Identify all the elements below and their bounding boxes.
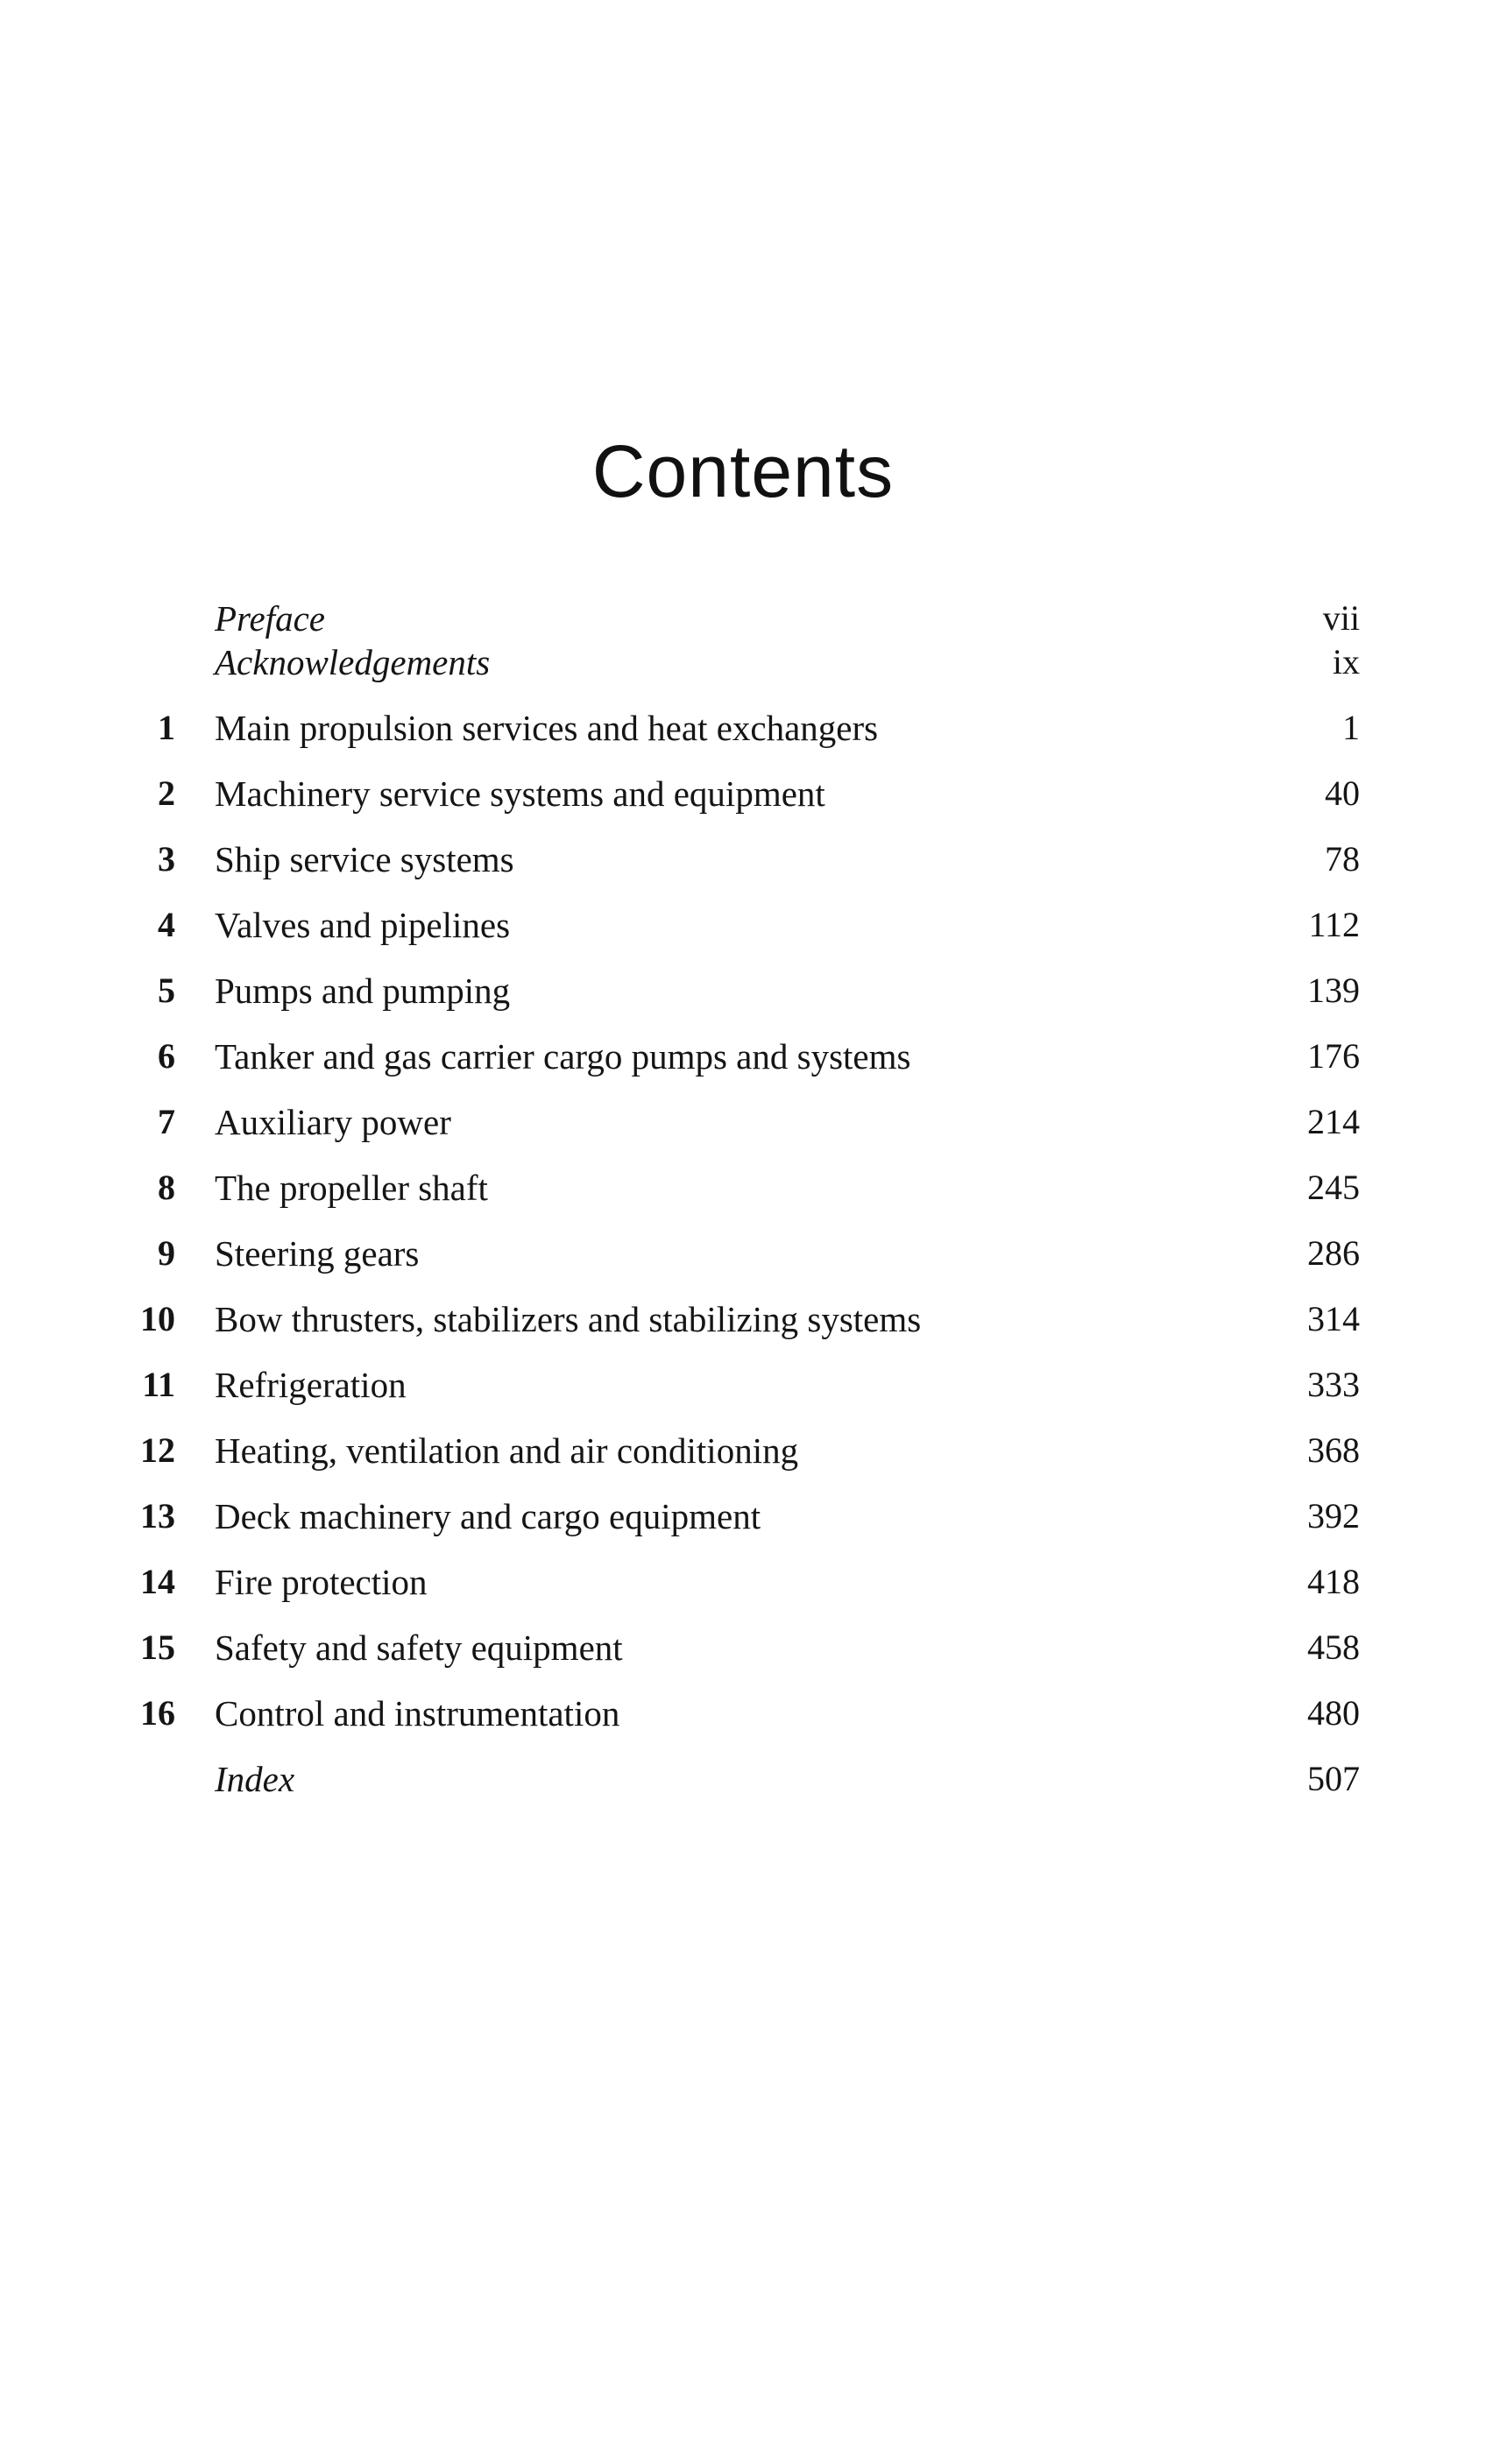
toc-chapter-2 [123, 767, 1360, 820]
chapter-title: Tanker and gas carrier cargo pumps and systems [215, 1036, 911, 1077]
chapter-page: 392 [1307, 1496, 1360, 1536]
chapter-title: Valves and pipelines [215, 905, 511, 945]
chapter-page: 112 [1308, 905, 1360, 944]
table-of-contents [123, 0, 1367, 2464]
entry-title: Preface [215, 598, 325, 639]
chapter-number: 3 [158, 839, 175, 879]
chapter-title: Main propulsion services and heat exchangers [215, 708, 879, 748]
chapter-number: 11 [142, 1365, 175, 1404]
chapter-title: Heating, ventilation and air conditioning [215, 1430, 799, 1471]
chapter-page: 245 [1307, 1168, 1360, 1207]
toc-chapter-12 [123, 1424, 1360, 1477]
toc-chapter-3 [123, 833, 1360, 886]
chapter-title: Safety and safety equipment [215, 1627, 623, 1668]
chapter-title: Auxiliary power [215, 1102, 451, 1142]
chapter-number: 14 [140, 1562, 175, 1601]
toc-chapter-5 [123, 964, 1360, 1017]
toc-entry-acknowledgements [123, 636, 1360, 688]
chapter-page: 139 [1307, 971, 1360, 1010]
chapter-page: 418 [1307, 1562, 1360, 1601]
chapter-number: 9 [158, 1233, 175, 1273]
toc-chapter-8 [123, 1161, 1360, 1214]
chapter-number: 6 [158, 1036, 175, 1076]
toc-chapter-4 [123, 899, 1360, 951]
chapter-number: 5 [158, 971, 175, 1010]
chapter-title: Ship service systems [215, 839, 514, 879]
chapter-page: 333 [1307, 1365, 1360, 1404]
chapter-title: Refrigeration [215, 1365, 407, 1405]
chapter-title: The propeller shaft [215, 1168, 488, 1208]
toc-chapter-13 [123, 1490, 1360, 1543]
entry-page: 507 [1307, 1759, 1360, 1798]
chapter-page: 314 [1307, 1299, 1360, 1338]
chapter-number: 15 [140, 1627, 175, 1667]
chapter-title: Fire protection [215, 1562, 428, 1602]
entry-title: Index [215, 1759, 295, 1799]
toc-chapter-11 [123, 1359, 1360, 1411]
chapter-number: 8 [158, 1168, 175, 1207]
chapter-title: Steering gears [215, 1233, 420, 1274]
chapter-number: 12 [140, 1430, 175, 1470]
chapter-title: Machinery service systems and equipment [215, 773, 825, 814]
chapter-page: 480 [1307, 1693, 1360, 1733]
toc-entry-index [123, 1753, 1360, 1805]
chapter-number: 1 [158, 708, 175, 747]
chapter-page: 214 [1307, 1102, 1360, 1141]
toc-chapter-1 [123, 702, 1360, 754]
toc-chapter-16 [123, 1687, 1360, 1740]
chapter-number: 2 [158, 773, 175, 813]
chapter-number: 4 [158, 905, 175, 944]
chapter-number: 7 [158, 1102, 175, 1141]
chapter-page: 458 [1307, 1627, 1360, 1667]
toc-chapter-14 [123, 1556, 1360, 1608]
entry-page: ix [1332, 642, 1360, 681]
chapter-page: 286 [1307, 1233, 1360, 1273]
toc-chapter-15 [123, 1621, 1360, 1674]
toc-chapter-10 [123, 1293, 1360, 1345]
chapter-page: 78 [1325, 839, 1360, 879]
toc-chapter-9 [123, 1227, 1360, 1280]
entry-title: Acknowledgements [215, 642, 491, 682]
chapter-page: 368 [1307, 1430, 1360, 1470]
toc-chapter-6 [123, 1030, 1360, 1083]
chapter-page: 1 [1342, 708, 1360, 747]
chapter-number: 13 [140, 1496, 175, 1536]
chapter-title: Deck machinery and cargo equipment [215, 1496, 761, 1536]
toc-chapter-7 [123, 1096, 1360, 1148]
chapter-title: Pumps and pumping [215, 971, 511, 1011]
chapter-title: Bow thrusters, stabilizers and stabilizing systems [215, 1299, 922, 1339]
entry-page: vii [1322, 598, 1360, 638]
chapter-number: 10 [140, 1299, 175, 1338]
chapter-title: Control and instrumentation [215, 1693, 620, 1733]
chapter-page: 40 [1325, 773, 1360, 813]
chapter-page: 176 [1307, 1036, 1360, 1076]
chapter-number: 16 [140, 1693, 175, 1733]
page-title: Contents [591, 430, 895, 512]
